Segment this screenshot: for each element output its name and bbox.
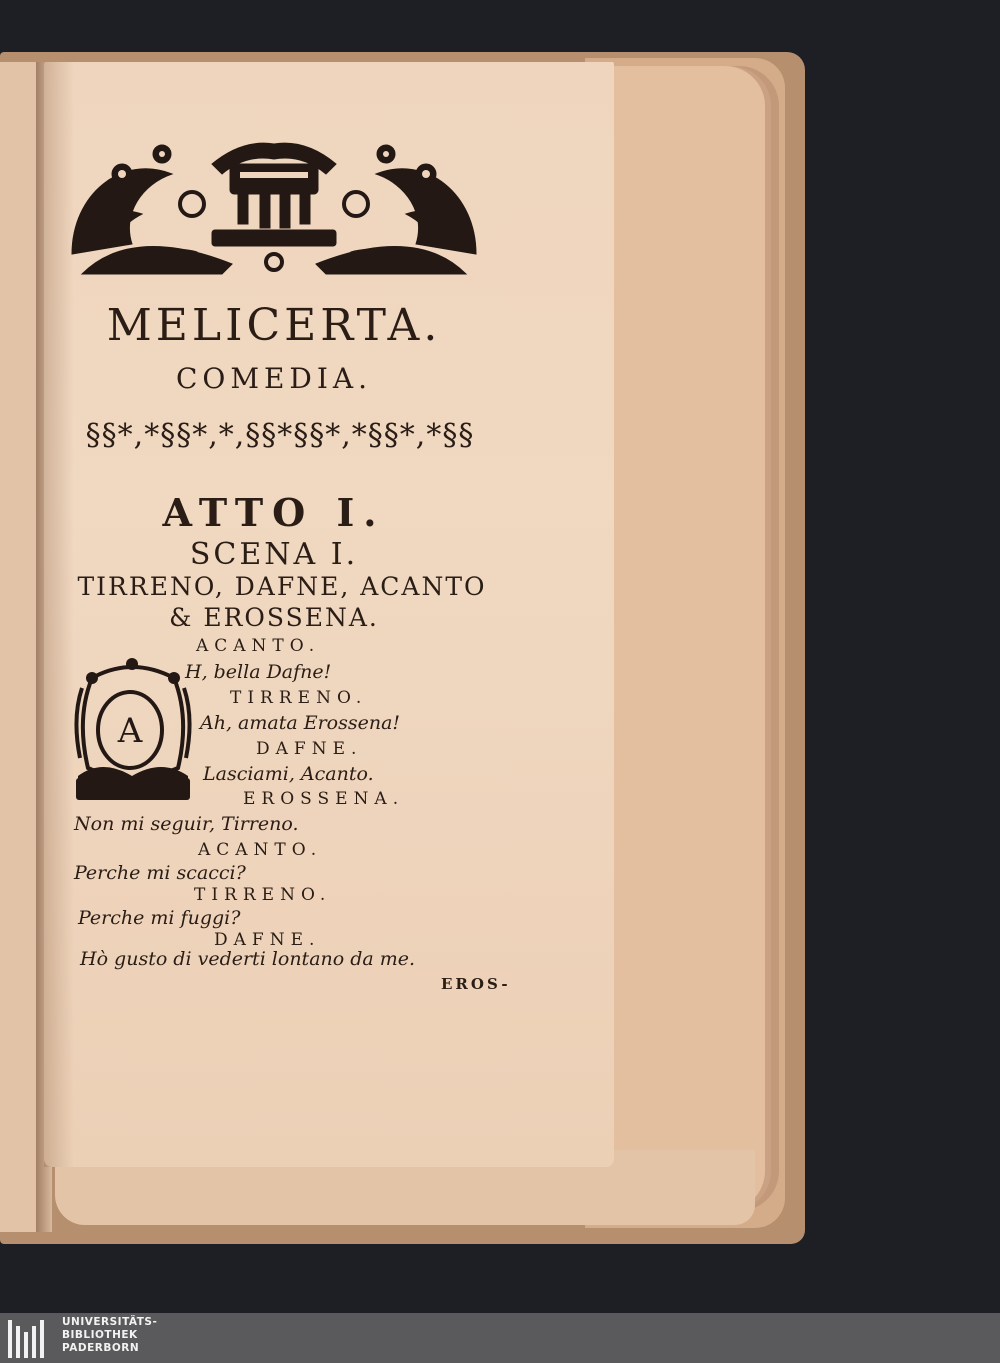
- speaker-name: DAFNE.: [256, 739, 363, 759]
- decorated-initial: [72, 658, 194, 808]
- scene-heading: SCENA I.: [189, 537, 359, 572]
- cast-list-line-1: TIRRENO, DAFNE, ACANTO: [77, 572, 487, 601]
- speaker-name: TIRRENO.: [194, 885, 332, 905]
- dialogue-line: Perche mi scacci?: [74, 862, 246, 884]
- dialogue-line: Perche mi fuggi?: [78, 907, 241, 929]
- play-subtitle: COMEDIA.: [175, 362, 373, 395]
- cast-list-line-2: & EROSSENA.: [169, 603, 379, 632]
- library-name: [62, 1316, 157, 1355]
- library-name-line-1: UNIVERSITÄTS-: [62, 1316, 158, 1328]
- act-heading: ATTO I.: [162, 490, 386, 535]
- dialogue-line: Non mi seguir, Tirreno.: [74, 813, 299, 835]
- speaker-name: ACANTO.: [198, 840, 323, 860]
- dialogue-line: H, bella Dafne!: [185, 661, 332, 683]
- speaker-name: EROSSENA.: [243, 789, 405, 809]
- dialogue-line: Ah, amata Erossena!: [200, 712, 401, 734]
- dialogue-line: Hò gusto di vederti lontano da me.: [80, 948, 416, 970]
- page-stack-inner: [600, 66, 765, 1211]
- dialogue-line: Lasciami, Acanto.: [203, 763, 374, 785]
- ornament-rule: §§*,*§§*,*,§§*§§*,*§§*,*§§: [85, 418, 475, 453]
- speaker-name: TIRRENO.: [230, 688, 368, 708]
- speaker-name: DAFNE.: [214, 930, 321, 950]
- library-name-line-2: BIBLIOTHEK: [62, 1329, 138, 1341]
- catchword: EROS-: [441, 975, 511, 993]
- play-title: MELICERTA.: [106, 300, 442, 351]
- library-logo-icon: [6, 1318, 48, 1360]
- library-name-line-3: PADERBORN: [62, 1342, 140, 1354]
- initial-letter: A: [117, 711, 143, 751]
- headpiece-ornament: [62, 134, 486, 280]
- speaker-name: ACANTO.: [196, 636, 321, 656]
